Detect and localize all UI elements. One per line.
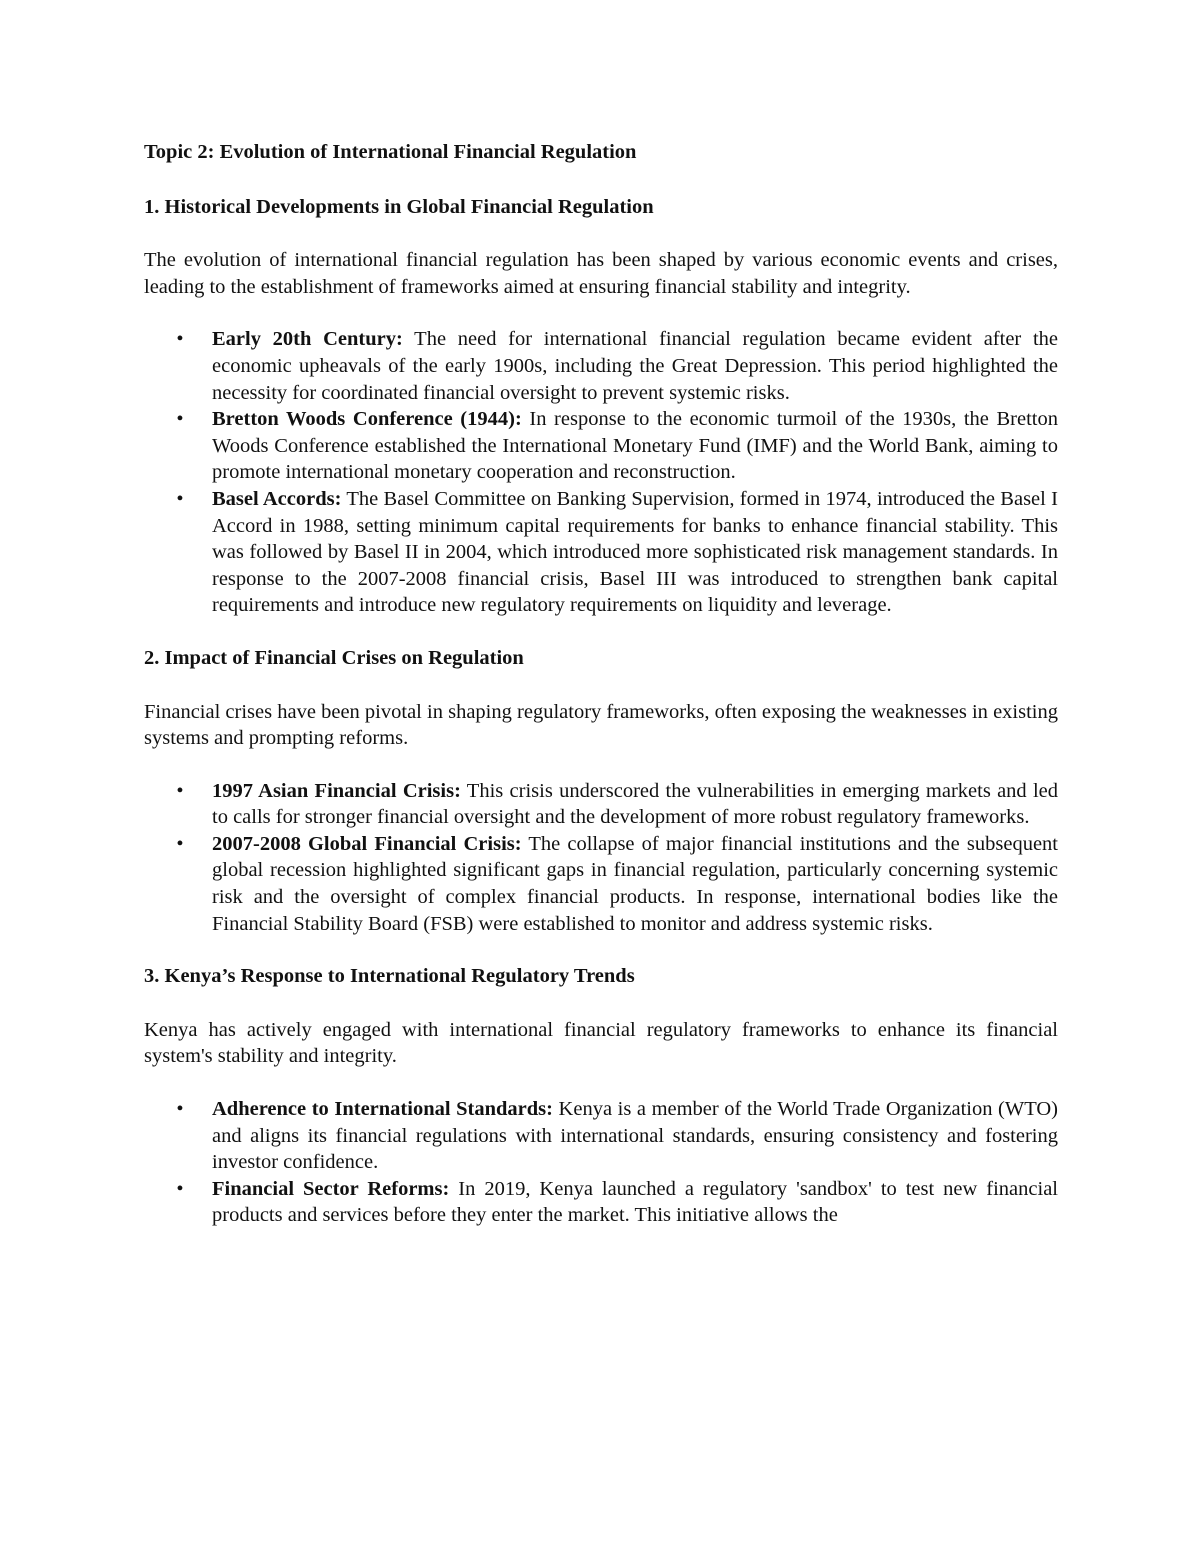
section-heading: 2. Impact of Financial Crises on Regulation	[144, 646, 524, 669]
list-item-term: Basel Accords:	[212, 487, 342, 510]
list-item-text: In 2019, Kenya launched a regulatory 'sandbox' to test new financial products and services before they enter the market. This initiative allows the	[212, 1177, 1058, 1227]
bullet-list	[144, 1096, 1058, 1229]
list-item	[144, 778, 1058, 831]
list-item-term: 2007-2008 Global Financial Crisis:	[212, 832, 522, 855]
list-item-text: Kenya is a member of the World Trade Organization (WTO) and aligns its financial regulations with international standards, ensuring consistency and fostering investor confidence.	[212, 1098, 1059, 1174]
list-item-term: 1997 Asian Financial Crisis:	[212, 779, 461, 802]
list-item-term: Early 20th Century:	[212, 328, 403, 351]
bullet-icon: •	[176, 408, 184, 431]
list-item-text: In response to the economic turmoil of the 1930s, the Bretton Woods Conference established the International Monetary Fund (IMF) and the World Bank, aiming to promote international monetary cooperation and reconstruction.	[212, 408, 1058, 484]
bullet-list	[144, 326, 1058, 619]
bullet-icon: •	[176, 1177, 184, 1200]
section-intro-paragraph: Kenya has actively engaged with international financial regulatory frameworks to enhance its financial system's stability and integrity.	[144, 1018, 1058, 1068]
list-item	[144, 486, 1058, 619]
list-item-term: Financial Sector Reforms:	[212, 1177, 450, 1200]
section-historical-developments	[144, 194, 1058, 645]
list-item	[144, 831, 1058, 937]
section-heading: 1. Historical Developments in Global Financial Regulation	[144, 195, 654, 218]
bullet-icon: •	[176, 328, 184, 351]
section-intro-paragraph: Financial crises have been pivotal in shaping regulatory frameworks, often exposing the weaknesses in existing systems and prompting reforms.	[144, 700, 1058, 750]
section-intro-paragraph: The evolution of international financial regulation has been shaped by various economic events and crises, leading to the establishment of frameworks aimed at ensuring financial stability and integrity.	[144, 249, 1058, 298]
section-financial-crises-impact	[144, 645, 1058, 963]
section-heading: 3. Kenya’s Response to International Regulatory Trends	[144, 965, 635, 988]
list-item	[144, 1176, 1058, 1229]
list-item-text: This crisis underscored the vulnerabilities in emerging markets and led to calls for stronger financial oversight and the development of more robust regulatory frameworks.	[212, 779, 1058, 829]
list-item-text: The Basel Committee on Banking Supervision, formed in 1974, introduced the Basel I Accord in 1988, setting minimum capital requirements for banks to enhance financial stability. This was followed by Basel II in 2004, which introduced more sophisticated risk management standards. In response to the 2007-2008 financial crisis, Basel III was introduced to strengthen bank capital requirements and introduce new regulatory requirements on liquidity and leverage.	[212, 487, 1058, 617]
list-item	[144, 1096, 1058, 1176]
list-item-term: Adherence to International Standards:	[212, 1098, 553, 1121]
list-item-text: The need for international financial regulation became evident after the economic upheavals of the early 1900s, including the Great Depression. This period highlighted the necessity for coordinated financial oversight to prevent systemic risks.	[212, 328, 1058, 404]
list-item	[144, 406, 1058, 486]
document-body	[144, 139, 1058, 1229]
list-item-term: Bretton Woods Conference (1944):	[212, 408, 522, 431]
list-item-text: The collapse of major financial institutions and the subsequent global recession highlighted significant gaps in financial regulation, particularly concerning systemic risk and the oversight of complex financial products. In response, international bodies like the Financial Stability Board (FSB) were established to monitor and address systemic risks.	[212, 832, 1058, 935]
section-kenya-response	[144, 963, 1058, 1229]
bullet-icon: •	[176, 779, 184, 802]
bullet-icon: •	[176, 487, 184, 510]
list-item	[144, 326, 1058, 406]
bullet-icon: •	[176, 1098, 184, 1121]
bullet-icon: •	[176, 832, 184, 855]
document-title: Topic 2: Evolution of International Financial Regulation	[144, 141, 637, 163]
bullet-list	[144, 778, 1058, 938]
